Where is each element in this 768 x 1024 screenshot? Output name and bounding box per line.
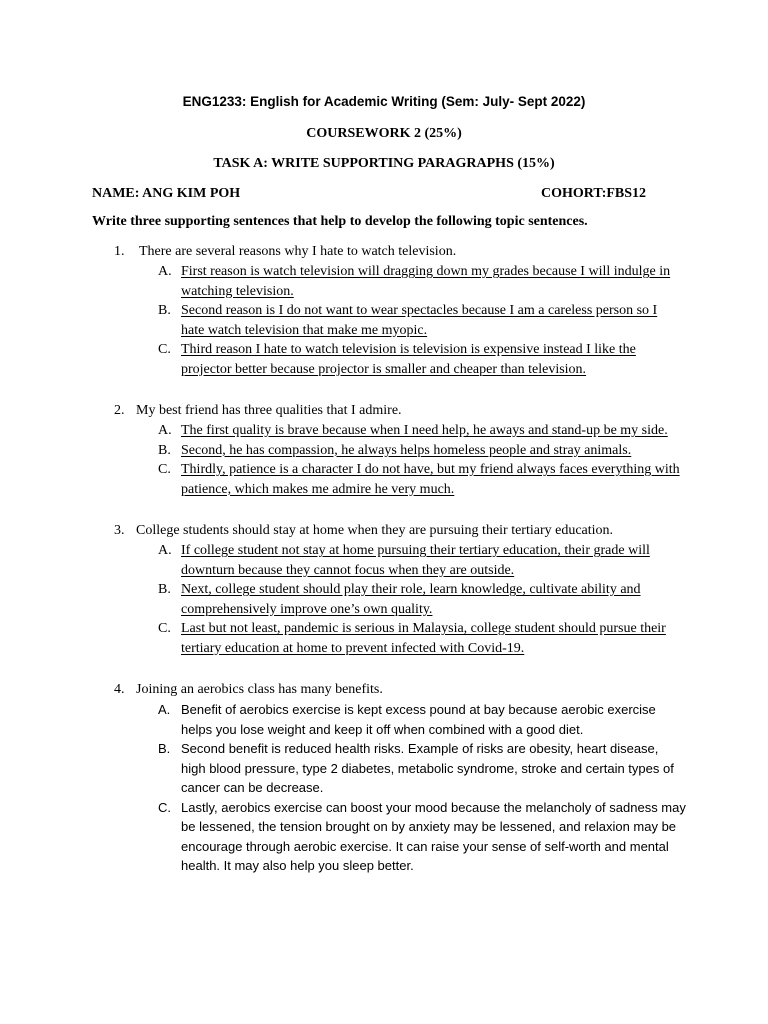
answer-item xyxy=(0,700,686,739)
answer-text: Second reason is I do not want to wear spectacles because I am a careless person so I hate watch television that make me myopic. xyxy=(181,303,658,338)
question-topic: My best friend has three qualities that I admire. xyxy=(136,403,402,418)
answer-text: Third reason I hate to watch television is television is expensive instead I like the projector better because projector is smaller and cheaper than television. xyxy=(181,342,636,377)
question-topic: There are several reasons why I hate to watch television. xyxy=(139,244,457,259)
answer-item xyxy=(0,619,681,658)
answer-letter: C. xyxy=(158,799,171,815)
question-topic-line xyxy=(0,521,768,541)
student-cohort: COHORT:FBS12 xyxy=(541,186,647,201)
question-topic: College students should stay at home when they are pursuing their tertiary education. xyxy=(136,523,614,538)
answer-item xyxy=(0,421,681,441)
question-number: 2. xyxy=(114,403,125,418)
answer-item xyxy=(0,340,681,379)
question-2 xyxy=(0,401,768,499)
answer-letter: B. xyxy=(158,442,171,458)
answer-letter: A. xyxy=(158,423,172,438)
answer-item xyxy=(0,541,681,580)
question-number: 3. xyxy=(114,523,125,538)
answer-text: The first quality is brave because when I need help, he aways and stand-up be my side. xyxy=(181,423,668,438)
answer-text: Second, he has compassion, he always helps homeless people and stray animals. xyxy=(181,442,632,458)
answer-text: Benefit of aerobics exercise is kept excess pound at bay because aerobic exercise helps you lose weight and keep it off when combined with a good diet. xyxy=(181,702,656,737)
answer-text: First reason is watch television will dragging down my grades because I will indulge in watching television. xyxy=(181,264,671,299)
answer-letter: C. xyxy=(158,462,171,477)
answer-item xyxy=(0,262,681,301)
instruction-text: Write three supporting sentences that help to develop the following topic sentences. xyxy=(92,214,588,229)
answer-list xyxy=(0,262,768,379)
question-3 xyxy=(0,521,768,658)
task-title: TASK A: WRITE SUPPORTING PARAGRAPHS (15%) xyxy=(213,156,555,171)
question-topic-line xyxy=(0,401,768,421)
answer-letter: A. xyxy=(158,543,172,558)
answer-list xyxy=(0,421,768,499)
course-title: ENG1233: English for Academic Writing (Sem: July- Sept 2022) xyxy=(182,94,586,109)
question-4 xyxy=(0,680,768,876)
answer-list xyxy=(0,700,768,876)
answer-letter: B. xyxy=(158,303,171,318)
answer-item xyxy=(0,460,681,499)
answer-list xyxy=(0,541,768,658)
question-number: 1. xyxy=(114,244,125,259)
question-topic: Joining an aerobics class has many benefits. xyxy=(136,682,383,697)
question-1 xyxy=(0,242,768,379)
student-name: NAME: ANG KIM POH xyxy=(92,186,241,201)
answer-item xyxy=(0,301,681,340)
student-info-row xyxy=(0,184,768,204)
answer-letter: B. xyxy=(158,582,171,597)
answer-letter: A. xyxy=(158,702,171,717)
answer-item xyxy=(0,739,686,798)
answer-item xyxy=(0,580,681,619)
question-topic-line xyxy=(0,242,768,262)
answer-item xyxy=(0,798,686,876)
answer-letter: B. xyxy=(158,741,171,756)
coursework-title: COURSEWORK 2 (25%) xyxy=(306,126,462,141)
question-topic-line xyxy=(0,680,768,700)
answer-text: Thirdly, patience is a character I do not have, but my friend always faces everything with patience, which makes me admire he very much. xyxy=(181,462,680,497)
answer-letter: C. xyxy=(158,342,171,357)
answer-letter: C. xyxy=(158,621,171,636)
answer-text: Lastly, aerobics exercise can boost your mood because the melancholy of sadness may be lessened, the tension brought on by anxiety may be lessened, and relaxion may be encourage through aerobic exercise. It can raise your sense of self-worth and mental health. It may also help you sleep better. xyxy=(181,799,686,873)
answer-text: If college student not stay at home pursuing their tertiary education, their grade will downturn because they cannot focus when they are outside. xyxy=(181,543,650,578)
answer-text: Next, college student should play their role, learn knowledge, cultivate ability and comprehensively improve one’s own quality. xyxy=(181,582,641,617)
answer-text: Second benefit is reduced health risks. Example of risks are obesity, heart disease, high blood pressure, type 2 diabetes, metabolic syndrome, stroke and certain types of cancer can be decrease. xyxy=(181,741,674,795)
answer-item xyxy=(0,441,681,461)
question-number: 4. xyxy=(114,682,125,697)
answer-text: Last but not least, pandemic is serious in Malaysia, college student should pursue their tertiary education at home to prevent infected with Covid-19. xyxy=(181,621,666,656)
answer-letter: A. xyxy=(158,264,172,279)
